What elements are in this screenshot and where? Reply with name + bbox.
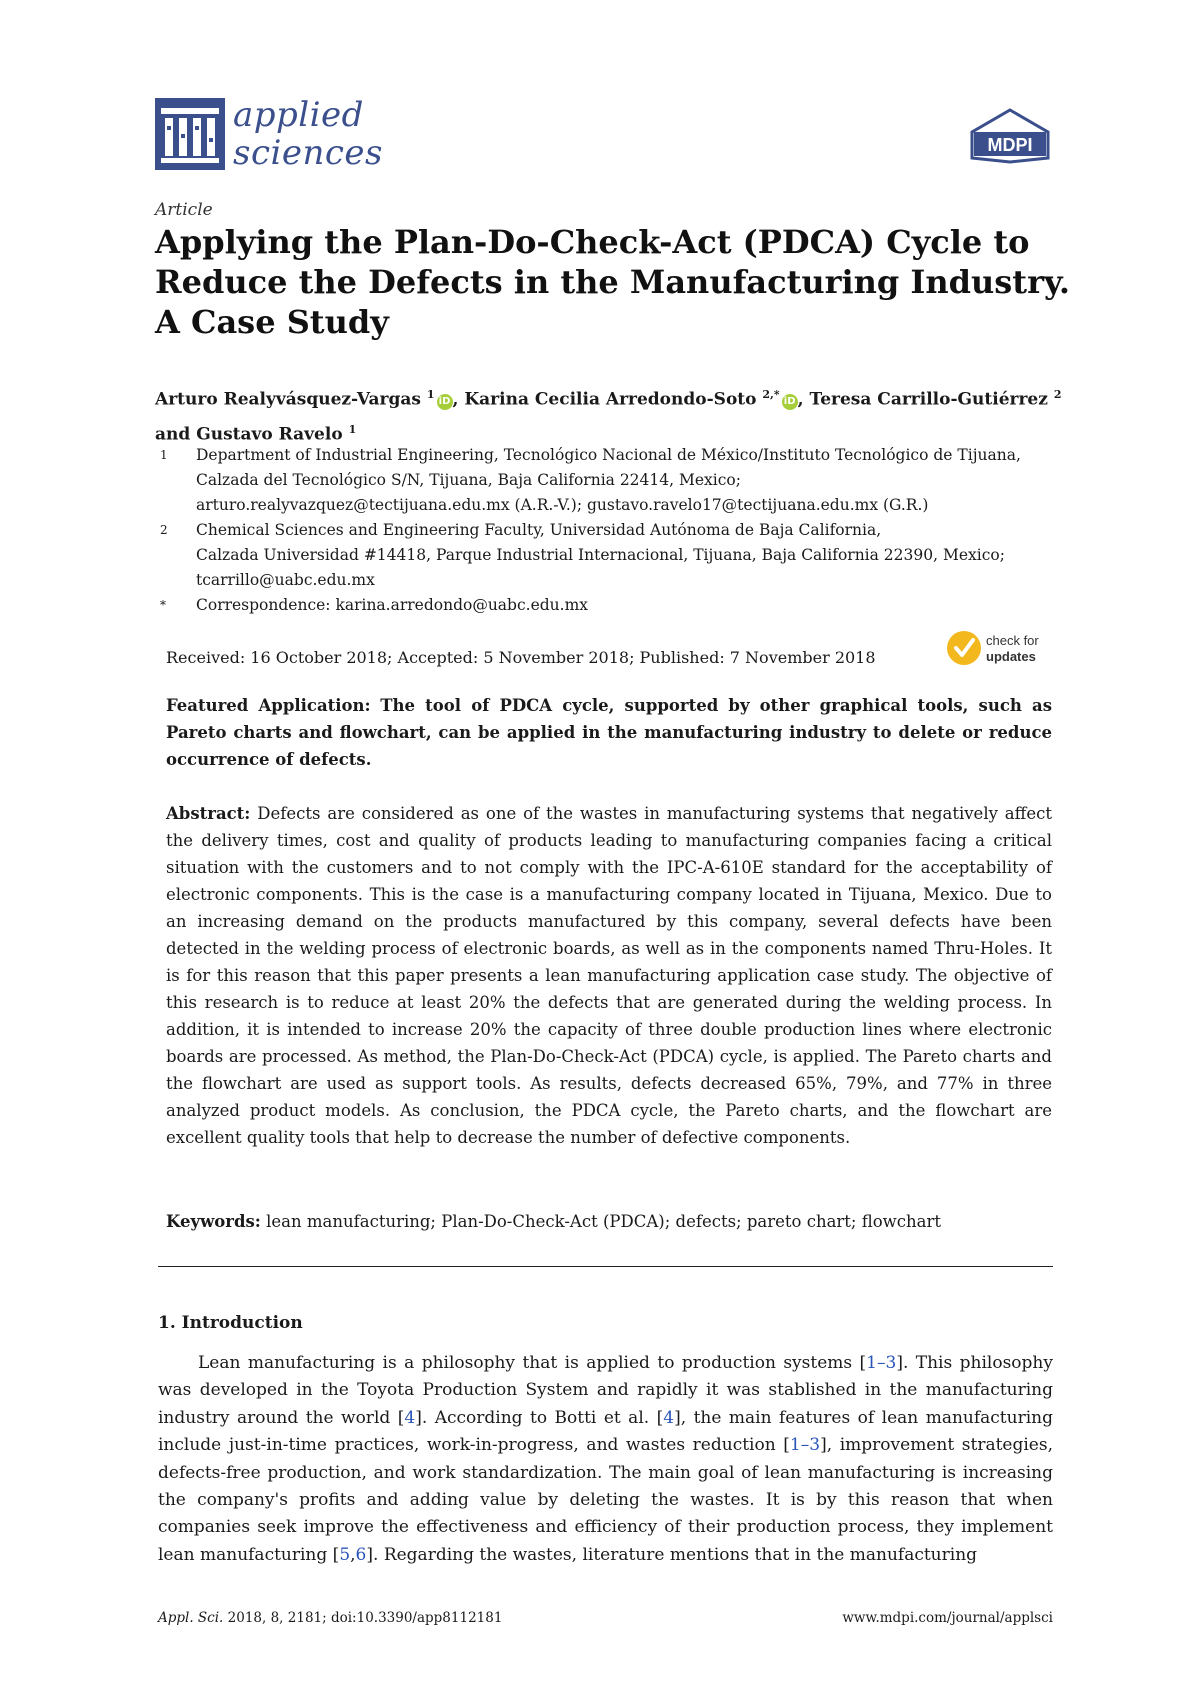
title-line: A Case Study [155, 303, 389, 341]
article-type: Article [155, 200, 213, 220]
affiliation-line: Department of Industrial Engineering, Tecnológico Nacional de México/Instituto Tecnológico de Tijuana, [196, 446, 1021, 464]
footer-journal-abbr: Appl. Sci. [158, 1610, 224, 1626]
check-updates-line2: updates [986, 649, 1036, 664]
author-conjunction: and [155, 424, 191, 445]
featured-application [166, 692, 1052, 773]
footer-doi[interactable]: 2018, 8, 2181; doi:10.3390/app8112181 [227, 1610, 503, 1626]
author-list: Arturo Realyvásquez-Vargas $^1$iD , Karina Cecilia Arredondo-Soto $^{2,*}$iD , Teresa Carrillo-Gutiérrez $^2$ and Gustavo Ravelo $^1$ [155, 388, 1062, 445]
publisher-logo[interactable] [968, 108, 1052, 164]
mdpi-logo-icon [968, 108, 1052, 164]
citation-link[interactable]: 4 [404, 1407, 416, 1428]
correspondence-marker: * [160, 598, 166, 612]
title-line: Reduce the Defects in the Manufacturing Industry. [155, 263, 1070, 301]
section-divider [158, 1266, 1053, 1267]
journal-name-line1: applied [233, 95, 364, 135]
text-run: ], the main features of lean manufacturing include just-in-time practices, work-in-progress, and wastes reduction [ [158, 1407, 1053, 1456]
affiliation-sup: 1 [426, 388, 435, 401]
correspondence-line[interactable]: Correspondence: karina.arredondo@uabc.edu.mx [196, 596, 589, 614]
author-name[interactable]: Teresa Carrillo-Gutiérrez [809, 389, 1048, 410]
article-title [155, 222, 1070, 342]
text-run: ]. According to Botti et al. [ [415, 1407, 664, 1428]
keywords-label: Keywords: [166, 1212, 261, 1231]
text-run: ]. Regarding the wastes, literature mentions that in the manufacturing [366, 1544, 978, 1565]
keywords [166, 1208, 1052, 1235]
text-run: , [350, 1544, 356, 1565]
affiliation-sup: 2,* [762, 388, 780, 401]
affiliation-sup: 2 [1053, 388, 1062, 401]
footer-citation [158, 1610, 502, 1626]
author-name[interactable]: Arturo Realyvásquez-Vargas [155, 389, 421, 410]
affiliation-marker: 2 [160, 523, 168, 537]
text-run: ]. This philosophy was developed in the Toyota Production System and rapidly it was stablished in the manufacturing industry around the world [ [158, 1353, 1053, 1428]
affiliation-sup: 1 [348, 422, 357, 436]
citation-link[interactable]: 4 [663, 1407, 675, 1428]
citation-link[interactable]: 1–3 [789, 1435, 821, 1456]
orcid-icon[interactable]: iD [782, 394, 798, 410]
affiliation-line[interactable]: arturo.realyvazquez@tectijuana.edu.mx (A.R.-V.); gustavo.ravelo17@tectijuana.edu.mx (G.R.) [196, 496, 929, 514]
abstract-label: Abstract: [166, 804, 251, 823]
text-run: Lean manufacturing is a philosophy that is applied to production systems [ [198, 1353, 867, 1373]
citation-link[interactable]: 5 [339, 1544, 351, 1565]
affiliation-line[interactable]: tcarrillo@uabc.edu.mx [196, 571, 375, 589]
orcid-icon[interactable]: iD [437, 394, 453, 410]
journal-logo-icon [155, 98, 225, 170]
check-updates-icon [946, 628, 1056, 668]
affiliation-line: Calzada del Tecnológico S/N, Tijuana, Baja California 22414, Mexico; [196, 471, 741, 489]
publisher-name: MDPI [987, 135, 1033, 155]
check-for-updates-badge[interactable] [946, 628, 1056, 668]
citation-link[interactable]: 1–3 [866, 1353, 897, 1373]
affiliation-line: Chemical Sciences and Engineering Faculty, Universidad Autónoma de Baja California, [196, 521, 882, 539]
keywords-text: lean manufacturing; Plan-Do-Check-Act (PDCA); defects; pareto chart; flowchart [266, 1212, 942, 1231]
journal-name-line2: sciences [233, 133, 383, 173]
introduction-body [158, 1350, 1053, 1569]
affiliation-line: Calzada Universidad #14418, Parque Industrial Internacional, Tijuana, Baja California 22390, Mexico; [196, 546, 1005, 564]
affiliation-marker: 1 [160, 448, 168, 462]
publication-dates: Received: 16 October 2018; Accepted: 5 November 2018; Published: 7 November 2018 [166, 648, 876, 667]
abstract [166, 800, 1052, 1151]
author-name[interactable]: Karina Cecilia Arredondo-Soto [464, 389, 757, 410]
featured-label: Featured Application: [166, 696, 371, 715]
journal-logo[interactable] [155, 95, 383, 174]
section-heading: 1. Introduction [158, 1313, 303, 1333]
title-line: Applying the Plan-Do-Check-Act (PDCA) Cycle to [155, 223, 1030, 261]
abstract-text: Defects are considered as one of the wastes in manufacturing systems that negatively affect the delivery times, cost and quality of products leading to manufacturing companies facing a critical situation with the customers and to not comply with the IPC-A-610E standard for the acceptability of electronic components. This is the case is a manufacturing company located in Tijuana, Mexico. Due to an increasing demand on the products manufactured by this company, several defects have been detected in the welding process of electronic boards, as well as in the components named Thru-Holes. It is for this reason that this paper presents a lean manufacturing application case study. The objective of this research is to reduce at least 20% the defects that are generated during the welding process. In addition, it is intended to increase 20% the capacity of three double production lines where electronic boards are processed. As method, the Plan-Do-Check-Act (PDCA) cycle, is applied. The Pareto charts and the flowchart are used as support tools. As results, defects decreased 65%, 79%, and 77% in three analyzed product models. As conclusion, the PDCA cycle, the Pareto charts, and the flowchart are excellent quality tools that help to decrease the number of defective components. [166, 804, 1052, 1147]
citation-link[interactable]: 6 [355, 1544, 367, 1565]
footer-url[interactable]: www.mdpi.com/journal/applsci [842, 1610, 1053, 1626]
check-updates-line1: check for [986, 633, 1039, 648]
text-run: ], improvement strategies, defects-free production, and work standardization. The main goal of lean manufacturing is increasing the company's profits and adding value by deleting the wastes. It is by this reason that when companies seek improve the effectiveness and efficiency of their production process, they implement lean manufacturing [ [158, 1435, 1053, 1565]
paragraph [158, 1350, 1053, 1569]
featured-text: The tool of PDCA cycle, supported by other graphical tools, such as Pareto charts and flowchart, can be applied in the manufacturing industry to delete or reduce occurrence of defects. [166, 696, 1052, 769]
author-name[interactable]: Gustavo Ravelo [196, 424, 343, 445]
